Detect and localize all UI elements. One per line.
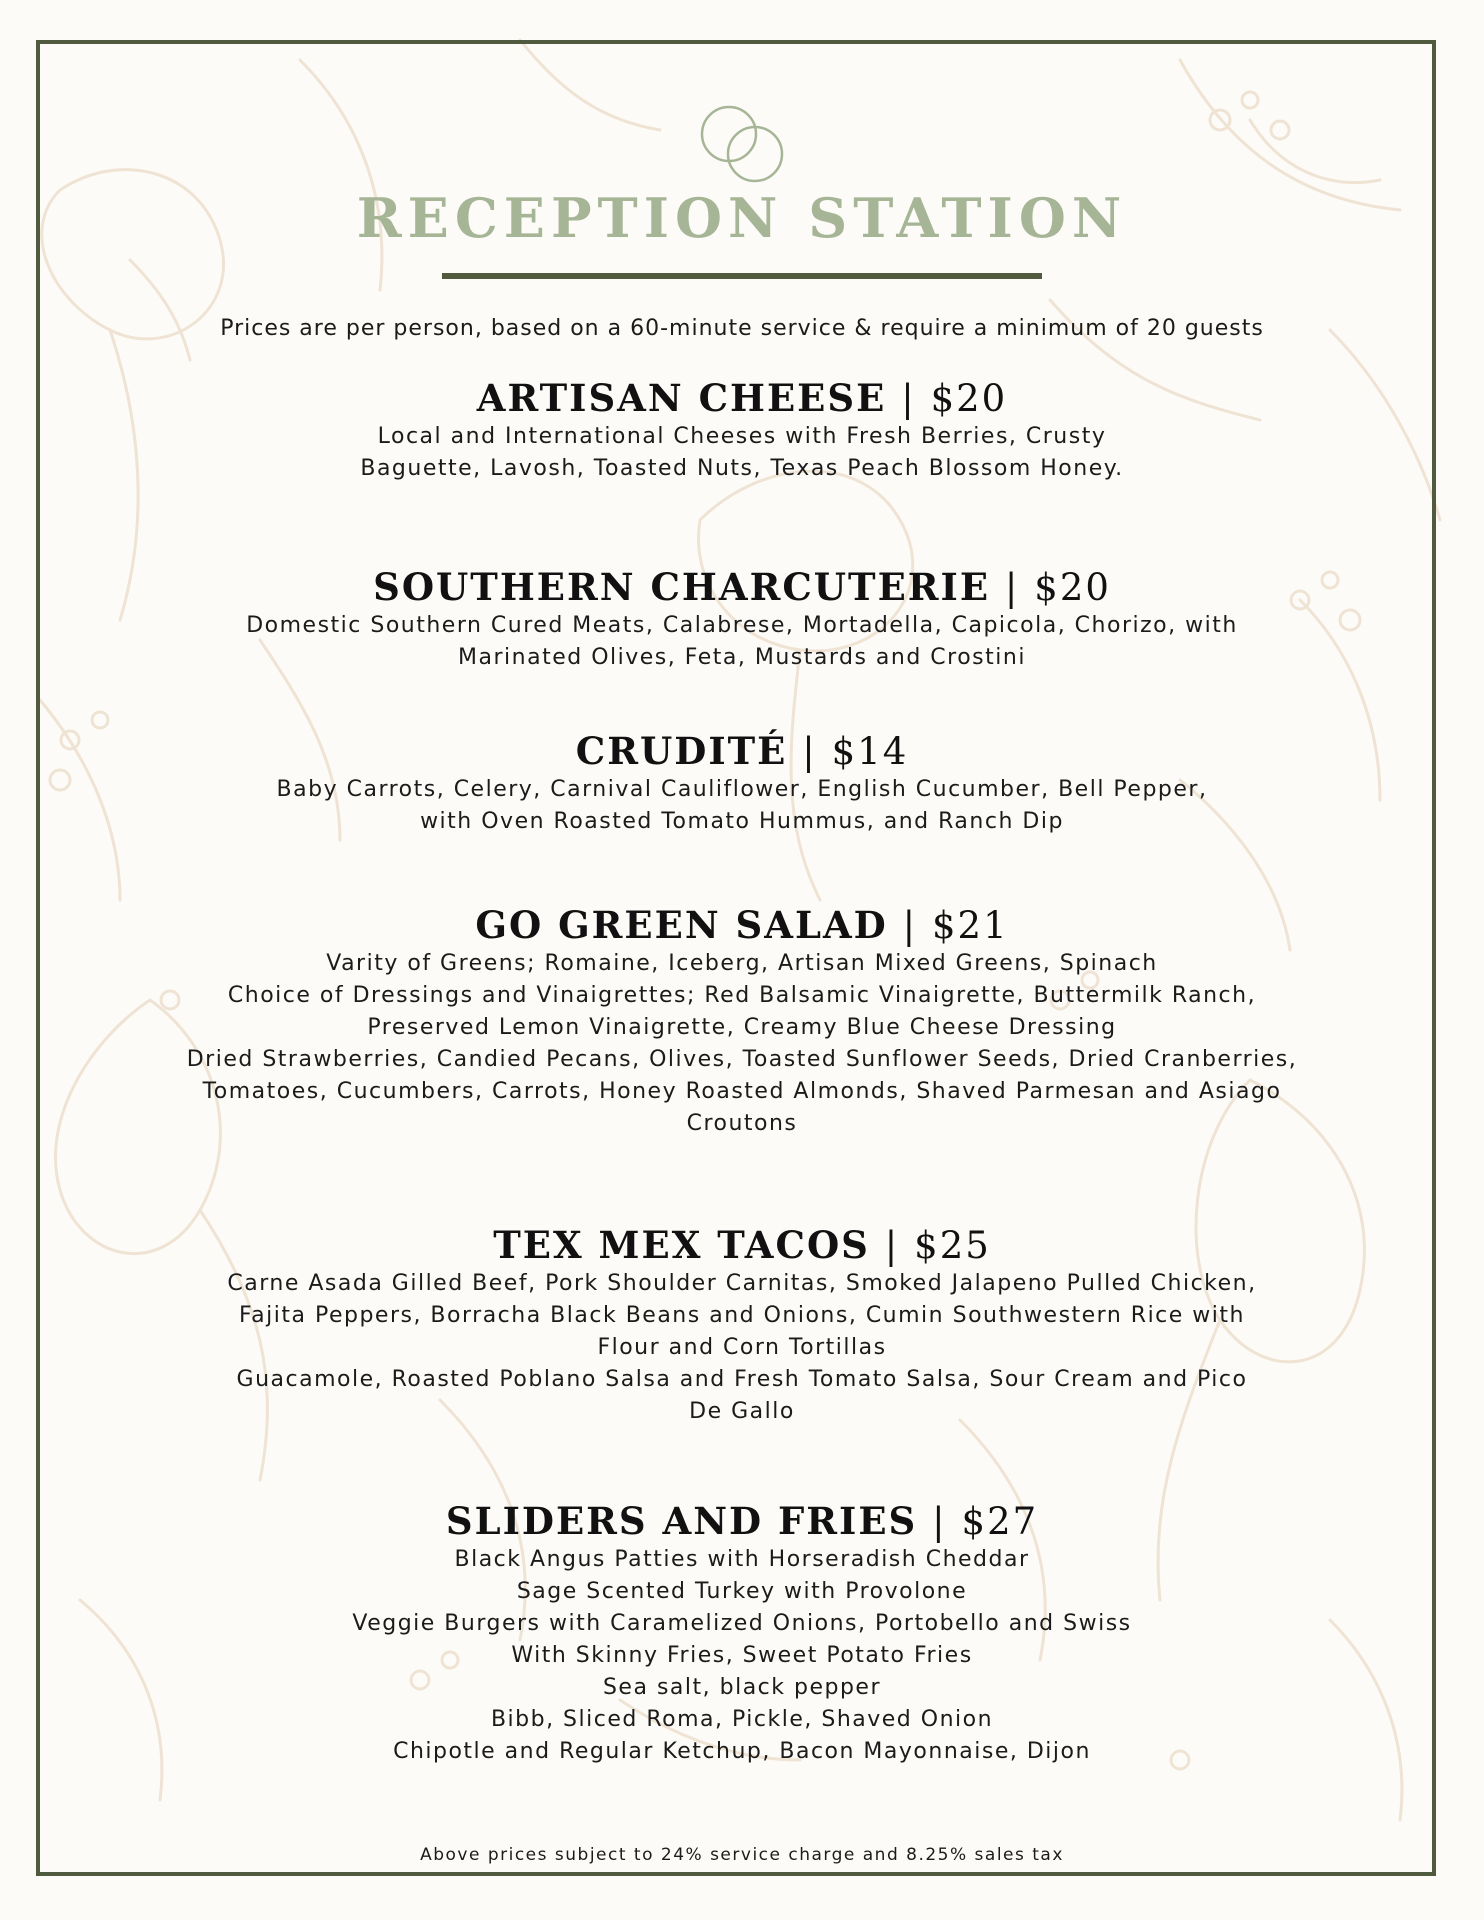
description-line: Veggie Burgers with Caramelized Onions, Portobello and Swiss (352, 1611, 1132, 1636)
menu-section-artisan-cheese (80, 376, 1404, 485)
section-description (80, 774, 1404, 838)
description-line: Croutons (686, 1111, 798, 1136)
separator: | (901, 377, 916, 420)
menu-section-southern-charcuterie (80, 565, 1404, 674)
section-price: $21 (932, 904, 1009, 947)
description-line: Black Angus Patties with Horseradish Cheddar (454, 1547, 1030, 1572)
section-description (80, 1544, 1404, 1768)
description-line: With Skinny Fries, Sweet Potato Fries (511, 1643, 973, 1668)
tax-footnote: Above prices subject to 24% service charge and 8.25% sales tax (420, 1845, 1064, 1865)
menu-section-go-green-salad (80, 903, 1404, 1140)
description-line: Sage Scented Turkey with Provolone (516, 1579, 968, 1604)
description-line: Tomatoes, Cucumbers, Carrots, Honey Roasted Almonds, Shaved Parmesan and Asiago (202, 1079, 1282, 1104)
menu-section-crudite (80, 729, 1404, 838)
section-price: $20 (930, 377, 1008, 420)
separator: | (884, 1224, 900, 1267)
description-line: De Gallo (689, 1399, 795, 1424)
description-line: Guacamole, Roasted Poblano Salsa and Fresh Tomato Salsa, Sour Cream and Pico (236, 1367, 1248, 1392)
menu-section-tex-mex-tacos (80, 1223, 1404, 1428)
section-name: ARTISAN CHEESE (476, 376, 887, 420)
section-description (80, 1268, 1404, 1428)
description-line: Carne Asada Gilled Beef, Pork Shoulder Carnitas, Smoked Jalapeno Pulled Chicken, (227, 1271, 1257, 1296)
section-name: SLIDERS AND FRIES (445, 1499, 918, 1543)
description-line: Flour and Corn Tortillas (597, 1335, 887, 1360)
section-price: $25 (914, 1224, 991, 1267)
separator: | (932, 1500, 947, 1543)
separator: | (802, 730, 817, 773)
section-price: $27 (961, 1500, 1039, 1543)
description-line: Choice of Dressings and Vinaigrettes; Red Balsamic Vinaigrette, Buttermilk Ranch, (227, 983, 1257, 1008)
section-heading (80, 1499, 1404, 1544)
description-line: Bibb, Sliced Roma, Pickle, Shaved Onion (490, 1707, 994, 1732)
section-price: $20 (1034, 566, 1111, 609)
separator: | (1004, 566, 1020, 609)
section-name: SOUTHERN CHARCUTERIE (373, 565, 991, 609)
section-heading (80, 1223, 1404, 1268)
section-description (80, 948, 1404, 1140)
description-line: Domestic Southern Cured Meats, Calabrese, Mortadella, Capicola, Chorizo, with (246, 613, 1238, 638)
section-heading (80, 903, 1404, 948)
description-line: with Oven Roasted Tomato Hummus, and Ranch Dip (420, 809, 1064, 834)
section-heading (80, 729, 1404, 774)
page-title: RECEPTION STATION (356, 186, 1128, 250)
description-line: Baguette, Lavosh, Toasted Nuts, Texas Peach Blossom Honey. (360, 456, 1124, 481)
description-line: Chipotle and Regular Ketchup, Bacon Mayonnaise, Dijon (393, 1739, 1091, 1764)
description-line: Fajita Peppers, Borracha Black Beans and Onions, Cumin Southwestern Rice with (239, 1303, 1245, 1328)
description-line: Baby Carrots, Celery, Carnival Cauliflower, English Cucumber, Bell Pepper, (276, 777, 1208, 802)
description-line: Sea salt, black pepper (602, 1675, 882, 1700)
description-line: Local and International Cheeses with Fresh Berries, Crusty (377, 424, 1107, 449)
section-price: $14 (831, 730, 909, 773)
separator: | (902, 904, 918, 947)
description-line: Varity of Greens; Romaine, Iceberg, Artisan Mixed Greens, Spinach (326, 951, 1158, 976)
menu-section-sliders-and-fries (80, 1499, 1404, 1768)
section-description (80, 421, 1404, 485)
interlocking-rings-icon (684, 100, 804, 190)
section-heading (80, 376, 1404, 421)
description-line: Dried Strawberries, Candied Pecans, Olives, Toasted Sunflower Seeds, Dried Cranberries, (186, 1047, 1298, 1072)
title-underline (442, 273, 1042, 279)
section-heading (80, 565, 1404, 610)
description-line: Marinated Olives, Feta, Mustards and Crostini (458, 645, 1026, 670)
section-description (80, 610, 1404, 674)
section-name: GO GREEN SALAD (475, 903, 888, 947)
section-name: CRUDITÉ (575, 729, 788, 773)
section-name: TEX MEX TACOS (493, 1223, 870, 1267)
description-line: Preserved Lemon Vinaigrette, Creamy Blue Cheese Dressing (367, 1015, 1117, 1040)
pricing-note: Prices are per person, based on a 60-minute service & require a minimum of 20 guests (220, 316, 1264, 341)
